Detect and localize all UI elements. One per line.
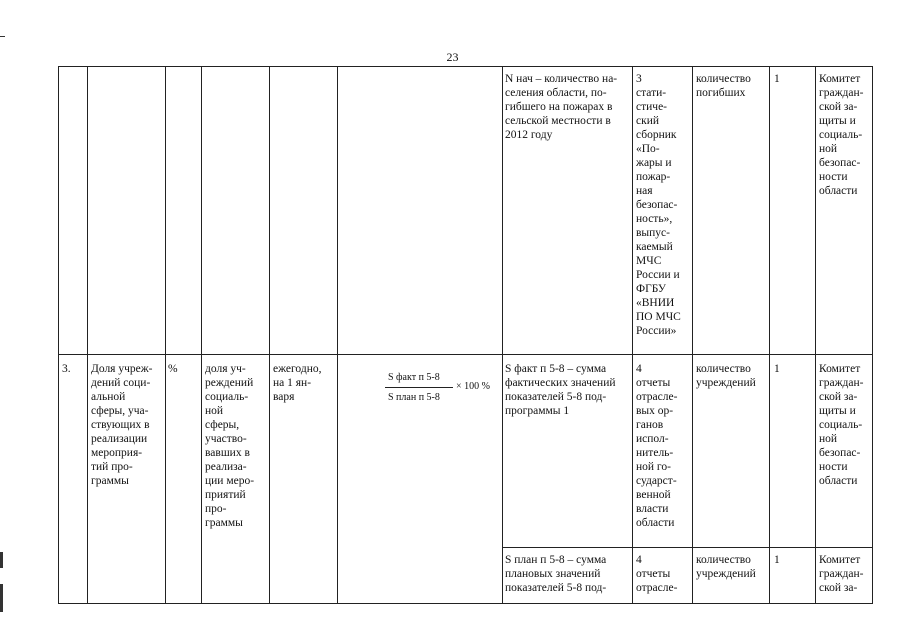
unit-cell: % [168, 363, 178, 375]
population-cell: количество погибших [696, 73, 751, 99]
row-divider [58, 354, 873, 355]
fraction-bar [385, 387, 453, 388]
population-cell: количество учреждений [696, 363, 756, 389]
column-divider [502, 66, 503, 604]
periodicity-cell: ежегодно, на 1 ян- варя [273, 363, 322, 403]
table-border-left [58, 66, 59, 604]
population-cell: количество учреждений [696, 554, 756, 580]
method-cell: 1 [774, 363, 780, 375]
formula-numerator: S факт п 5-8 [388, 372, 440, 383]
column-divider [815, 66, 816, 604]
column-divider [269, 66, 270, 604]
responsible-cell: Комитет граждан- ской за- [819, 554, 864, 594]
column-divider [632, 66, 633, 604]
scan-artifact [0, 36, 5, 37]
table-border-bottom [58, 603, 873, 604]
row-number-cell: 3. [62, 363, 71, 375]
source-cell: 4 отчеты отрасле- вых ор- ганов испол- нитель- ной го- сударст- венной власти области [636, 363, 678, 529]
indicator-table [58, 66, 873, 604]
table-border-top [58, 66, 873, 67]
responsible-cell: Комитет граждан- ской за- щиты и социаль- ной безопас- ности области [819, 73, 864, 197]
scan-artifact [0, 584, 3, 612]
variable-cell: S факт п 5-8 – сумма фактических значений показателей 5-8 под- программы 1 [505, 363, 616, 417]
responsible-cell: Комитет граждан- ской за- щиты и социаль- ной безопас- ности области [819, 363, 864, 487]
source-cell: 3 стати- стиче- ский сборник «По- жары и пожар- ная безопас- ность», выпус- каемый МЧС России и ФГБУ «ВНИИ ПО МЧС России» [636, 73, 681, 337]
variable-cell: S план п 5-8 – сумма плановых значений показателей 5-8 под- [505, 554, 607, 594]
scan-artifact [0, 552, 3, 568]
row-divider [502, 547, 873, 548]
variable-cell: N нач – количество на- селения области, по- гибшего на пожарах в сельской местности в 2012 году [505, 73, 618, 141]
column-divider [87, 66, 88, 604]
formula-denominator: S план п 5-8 [388, 392, 440, 403]
definition-cell: доля уч- реждений социаль- ной сферы, участво- вавших в реализа- ции меро- приятий про- граммы [205, 363, 255, 529]
column-divider [337, 66, 338, 604]
column-divider [692, 66, 693, 604]
source-cell: 4 отчеты отрасле- [636, 554, 678, 594]
method-cell: 1 [774, 73, 780, 85]
column-divider [201, 66, 202, 604]
column-divider [769, 66, 770, 604]
page-number: 23 [446, 50, 459, 64]
table-border-right [872, 66, 873, 604]
method-cell: 1 [774, 554, 780, 566]
column-divider [165, 66, 166, 604]
formula-multiplier: × 100 % [456, 381, 490, 392]
indicator-name-cell: Доля учреж- дений соци- альной сферы, уча- ствующих в реализации мероприя- тий про- граммы [91, 363, 153, 487]
